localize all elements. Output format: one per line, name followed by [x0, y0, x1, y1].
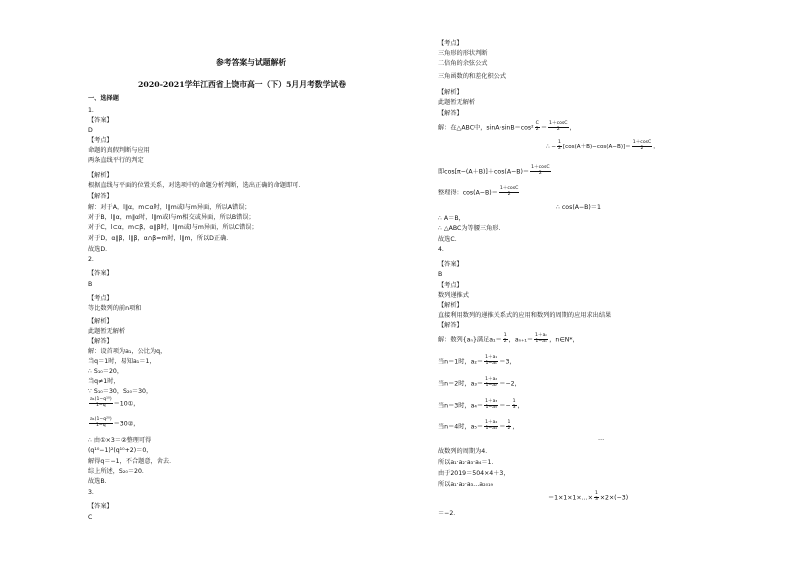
solution-line: ∴ A＝B，	[438, 215, 465, 222]
solution-line: ∵ S₁₀＝30，S₂₀＝30，	[88, 388, 153, 395]
jieda-heading: 【解答】	[88, 338, 113, 345]
kaodian-item: 数列递推式	[438, 292, 469, 299]
document-title: 参考答案与试题解析	[216, 58, 287, 67]
jieda-heading: 【解答】	[88, 193, 113, 200]
kaodian-item: 等比数列的前n项和	[88, 305, 142, 312]
kaodian-heading: 【考点】	[438, 40, 463, 47]
solution-line: 解：数列{aₙ}满足a₁＝ $\frac{1}{2}$ ，aₙ₊₁＝ $\frac{\text{1＋aₙ}}{\text{1−aₙ}}$ ，n∈N*，	[438, 333, 579, 344]
formula-line: $\frac{\text{a₁(1−q²⁰)}}{1-q}$ ＝30②，	[90, 417, 140, 428]
solution-line: 解：在△ABC中，sinA·sinB＝cos² $\frac{C}{2}$ ＝ $\frac{1+\cos C}{2}$ ，	[438, 121, 576, 132]
answer-heading: 【答案】	[88, 270, 113, 277]
solution-line: 对于D，α∥β，l∥β，α∩β=m时，l∥m，所以D正确．	[88, 235, 233, 242]
jiexi-heading: 【解析】	[88, 172, 113, 179]
kaodian-item: 二倍角的余弦公式	[438, 60, 488, 67]
fraction: $\frac{1}{2}$	[558, 140, 561, 151]
solution-line: 故选B．	[88, 478, 111, 485]
solution-line: 故选D．	[88, 246, 112, 253]
answer-value: B	[438, 271, 443, 278]
question-number: 4.	[438, 246, 444, 253]
solution-line: 对于B，l∥α，m∥α时，l∥m或l与m相交或异面，所以B错误；	[88, 214, 255, 221]
fraction: $\frac{1+\cos C}{2}$	[499, 186, 519, 197]
fraction: $\frac{1}{2}$	[503, 333, 507, 344]
jiexi-heading: 【解析】	[88, 318, 113, 325]
solution-line: 整理得：cos(A−B)＝ $\frac{1+\cos C}{2}$	[438, 186, 519, 197]
solution-line: 故数列的周期为4．	[438, 448, 492, 455]
section-heading: 一、选择题	[88, 95, 119, 102]
jiexi-text: 此题暂无解析	[438, 99, 476, 106]
fraction: $\frac{\text{1＋a₂}}{\text{1−a₂}}$	[485, 377, 498, 388]
fraction: $\frac{C}{2}$	[535, 121, 539, 132]
kaodian-item: 两条直线平行的判定	[88, 157, 144, 164]
solution-line: 当q≠1时，	[88, 378, 120, 385]
fraction: $\frac{\text{1＋a₁}}{\text{1−a₁}}$	[485, 355, 498, 366]
solution-line: ∴ △ABC为等腰三角形．	[438, 225, 505, 232]
question-number: 1.	[88, 107, 94, 114]
fraction: $\frac{\text{1＋a₄}}{\text{1−a₄}}$	[485, 420, 498, 431]
solution-line: 解得q＝−1，不合题意，舍去．	[88, 458, 176, 465]
fraction: $\frac{1+\cos C}{2}$	[549, 121, 568, 132]
kaodian-heading: 【考点】	[88, 137, 113, 144]
jiexi-text: 此题暂无解析	[88, 328, 126, 335]
answer-heading: 【答案】	[88, 503, 113, 510]
solution-line: 当n＝2时，a₃＝ $\frac{\text{1＋a₂}}{\text{1−a₂}}$ ＝−2，	[438, 377, 521, 388]
fraction: $\frac{\text{a₁(1−q¹⁰)}}{1-q}$	[90, 397, 112, 408]
solution-line: (q¹⁰−1)²(q¹⁰+2)＝0，	[88, 447, 153, 454]
fraction: $\frac{1}{3}$	[594, 491, 598, 502]
jiexi-text: 根据直线与平面的位置关系，对选项中的命题分析判断，选出正确的命题即可．	[88, 182, 305, 189]
fraction: $\frac{\text{1＋aₙ}}{\text{1−aₙ}}$	[535, 333, 548, 344]
solution-line: 所以a₁·a₂·a₃…a₂₀₁₉	[438, 481, 494, 488]
solution-line: 由于2019＝504×4＋3，	[438, 470, 510, 477]
solution-line: 对于C，l⊂α，m⊂β，α∥β时，l∥m或l与m异面，所以C错误；	[88, 224, 258, 231]
answer-value: B	[88, 281, 93, 288]
answer-heading: 【答案】	[438, 261, 463, 268]
fraction: $\frac{\text{1＋a₃}}{\text{1−a₃}}$	[485, 399, 498, 410]
answer-heading: 【答案】	[88, 117, 113, 124]
fraction: $\frac{\text{a₁(1−q²⁰)}}{1-q}$	[90, 417, 112, 428]
jiexi-text: 直接利用数列的递推关系式的应用和数列的周期的应用求出结果	[438, 312, 612, 319]
solution-line: 所以a₁·a₂·a₃·a₄＝1．	[438, 459, 498, 466]
solution-line: ∴ cos(A−B)＝1	[556, 204, 601, 211]
ellipsis: …	[598, 435, 605, 442]
fraction: $\frac{1}{2}$	[507, 420, 511, 431]
fraction: $\frac{1+\cos C}{2}$	[531, 165, 550, 176]
question-number: 2.	[88, 256, 94, 263]
fraction: $\frac{1+\cos C}{2}$	[632, 140, 652, 151]
solution-line: 即cos[π−(A＋B)]＋cos(A−B)＝ $\frac{1+\cos C}{2}$	[438, 165, 550, 176]
jiexi-heading: 【解析】	[438, 302, 463, 309]
jieda-heading: 【解答】	[438, 110, 463, 117]
solution-line: 故选C．	[438, 236, 461, 243]
kaodian-heading: 【考点】	[438, 282, 463, 289]
jiexi-heading: 【解析】	[438, 89, 463, 96]
solution-line: ＝−2．	[438, 510, 460, 517]
answer-value: C	[88, 514, 93, 521]
solution-line: 当n＝4时，a₅＝ $\frac{\text{1＋a₄}}{\text{1−a₄}}$ ＝ $\frac{1}{2}$ ，	[438, 420, 519, 431]
solution-line: ∴ S₁₀＝20，	[88, 368, 124, 375]
solution-line: 解：设首项为a₁，公比为q，	[88, 348, 167, 355]
solution-line: ∴ 由①×3＝②整理可得	[88, 437, 152, 444]
fraction: $\frac{1}{3}$	[512, 399, 516, 410]
solution-line: ＝1×1×1×…× $\frac{1}{3}$ ×2×(−3)	[548, 491, 629, 502]
jieda-heading: 【解答】	[438, 322, 463, 329]
kaodian-item: 命题的真假判断与应用	[88, 147, 150, 154]
kaodian-item: 三角函数的和差化积公式	[438, 73, 507, 80]
solution-line: ∴ − $\frac{1}{2}$ [cos(A＋B)−cos(A−B)]＝ $\frac{1+\cos C}{2}$ ，	[546, 140, 659, 151]
solution-line: 当n＝1时，a₂＝ $\frac{\text{1＋a₁}}{\text{1−a₁}}$ ＝3，	[438, 355, 516, 366]
solution-line: 解：对于A，l∥α，m⊂α时，l∥m或l与m异面，所以A错误；	[88, 204, 251, 211]
question-number: 3.	[88, 489, 94, 496]
formula-line: $\frac{\text{a₁(1−q¹⁰)}}{1-q}$ ＝10①，	[90, 397, 140, 408]
solution-line: 当n＝3时，a₄＝ $\frac{\text{1＋a₃}}{\text{1−a₃}}$ ＝− $\frac{1}{3}$ ，	[438, 399, 524, 410]
solution-line: 当q＝1时，易知a₁＝1，	[88, 358, 156, 365]
exam-title: 2020-2021学年江西省上饶市高一（下）5月月考数学试卷	[138, 80, 346, 89]
kaodian-heading: 【考点】	[88, 295, 113, 302]
kaodian-item: 三角形的形状判断	[438, 50, 488, 57]
answer-value: D	[88, 127, 93, 134]
solution-line: 综上所述，S₂₀＝20．	[88, 468, 149, 475]
